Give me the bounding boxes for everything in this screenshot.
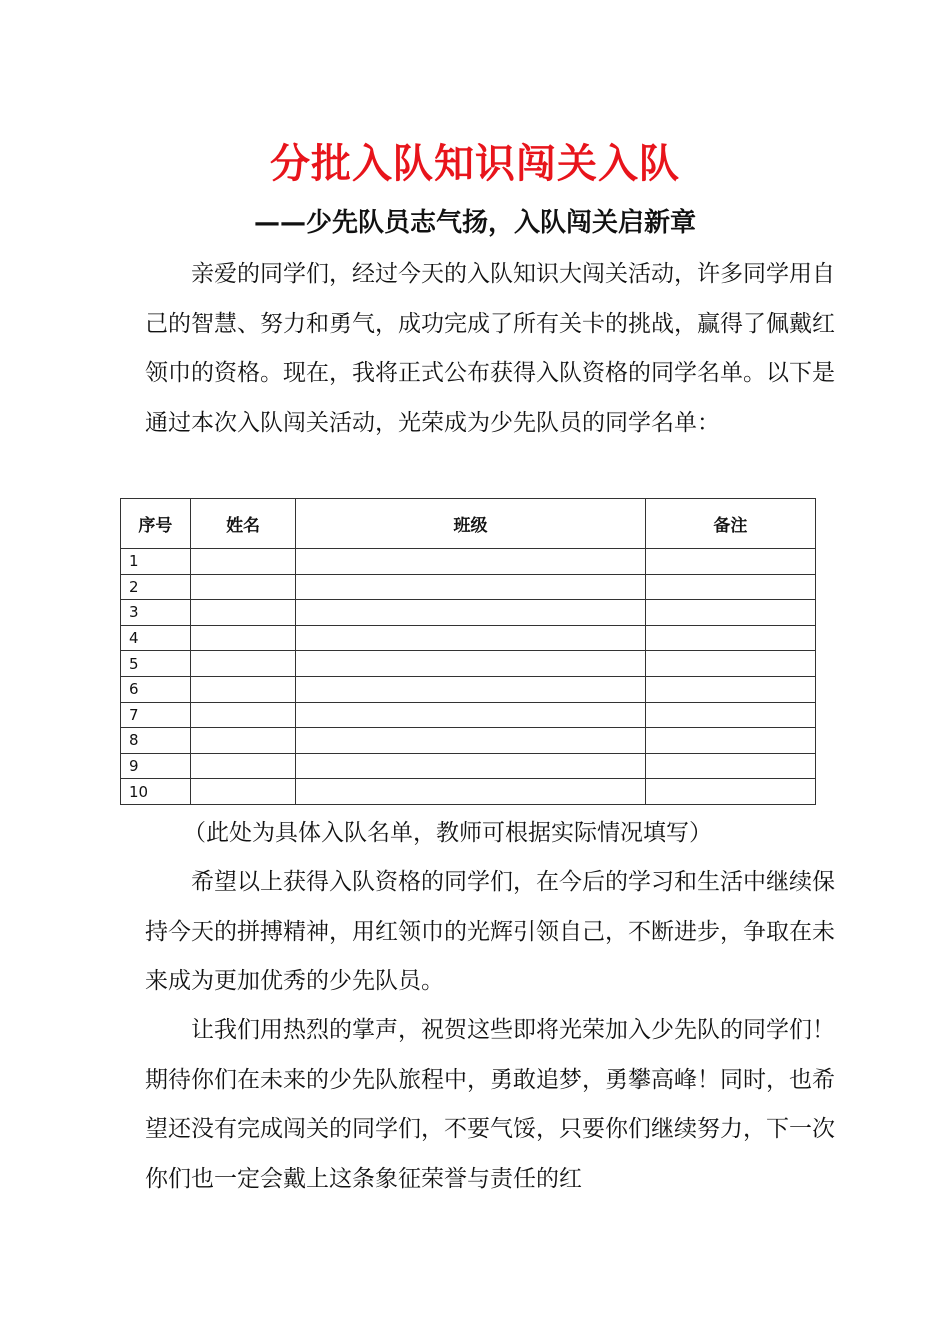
table-row xyxy=(121,728,816,754)
class-cell xyxy=(296,600,645,626)
table-row xyxy=(121,625,816,651)
header-remarks: 备注 xyxy=(645,499,815,549)
name-cell xyxy=(190,651,296,677)
name-cell xyxy=(190,779,296,805)
name-cell xyxy=(190,574,296,600)
remarks-cell xyxy=(645,702,815,728)
header-name: 姓名 xyxy=(190,499,296,549)
document-title: 分批入队知识闯关入队 xyxy=(270,141,680,187)
remarks-cell xyxy=(645,600,815,626)
class-cell xyxy=(296,779,645,805)
class-cell xyxy=(296,676,645,702)
class-cell xyxy=(296,625,645,651)
row-number: 3 xyxy=(121,600,191,626)
roster-table xyxy=(120,498,816,805)
name-cell xyxy=(190,753,296,779)
remarks-cell xyxy=(645,651,815,677)
header-number: 序号 xyxy=(121,499,191,549)
name-cell xyxy=(190,625,296,651)
name-cell xyxy=(190,702,296,728)
table-row xyxy=(121,574,816,600)
remarks-cell xyxy=(645,676,815,702)
row-number: 2 xyxy=(121,574,191,600)
name-cell xyxy=(190,728,296,754)
class-cell xyxy=(296,753,645,779)
name-cell xyxy=(190,676,296,702)
remarks-cell xyxy=(645,728,815,754)
table-row xyxy=(121,676,816,702)
name-cell xyxy=(190,549,296,575)
row-number: 8 xyxy=(121,728,191,754)
table-row xyxy=(121,702,816,728)
remarks-cell xyxy=(645,753,815,779)
table-row xyxy=(121,600,816,626)
row-number: 9 xyxy=(121,753,191,779)
remarks-cell xyxy=(645,625,815,651)
row-number: 5 xyxy=(121,651,191,677)
document-subtitle: ——少先队员志气扬，入队闯关启新章 xyxy=(253,208,696,238)
table-row xyxy=(121,549,816,575)
class-cell xyxy=(296,651,645,677)
hope-paragraph: 希望以上获得入队资格的同学们，在今后的学习和生活中继续保持今天的拼搏精神，用红领巾的光辉引领自己，不断进步，争取在未来成为更加优秀的少先队员。 xyxy=(145,869,835,994)
row-number: 4 xyxy=(121,625,191,651)
intro-paragraph: 亲爱的同学们，经过今天的入队知识大闯关活动，许多同学用自己的智慧、努力和勇气，成功完成了所有关卡的挑战，赢得了佩戴红领巾的资格。现在，我将正式公布获得入队资格的同学名单。以下是通过本次入队闯关活动，光荣成为少先队员的同学名单： xyxy=(145,261,835,436)
class-cell xyxy=(296,549,645,575)
header-class: 班级 xyxy=(296,499,645,549)
table-row xyxy=(121,753,816,779)
name-cell xyxy=(190,600,296,626)
table-header-row xyxy=(121,499,816,549)
closing-paragraph: 让我们用热烈的掌声，祝贺这些即将光荣加入少先队的同学们！期待你们在未来的少先队旅程中，勇敢追梦，勇攀高峰！同时，也希望还没有完成闯关的同学们，不要气馁，只要你们继续努力，下一次你们也一定会戴上这条象征荣誉与责任的红 xyxy=(145,1017,835,1192)
table-note: （此处为具体入队名单，教师可根据实际情况填写） xyxy=(183,820,712,846)
class-cell xyxy=(296,574,645,600)
class-cell xyxy=(296,702,645,728)
row-number: 10 xyxy=(121,779,191,805)
row-number: 1 xyxy=(121,549,191,575)
class-cell xyxy=(296,728,645,754)
table-row xyxy=(121,651,816,677)
row-number: 6 xyxy=(121,676,191,702)
remarks-cell xyxy=(645,574,815,600)
table-row xyxy=(121,779,816,805)
remarks-cell xyxy=(645,779,815,805)
row-number: 7 xyxy=(121,702,191,728)
remarks-cell xyxy=(645,549,815,575)
